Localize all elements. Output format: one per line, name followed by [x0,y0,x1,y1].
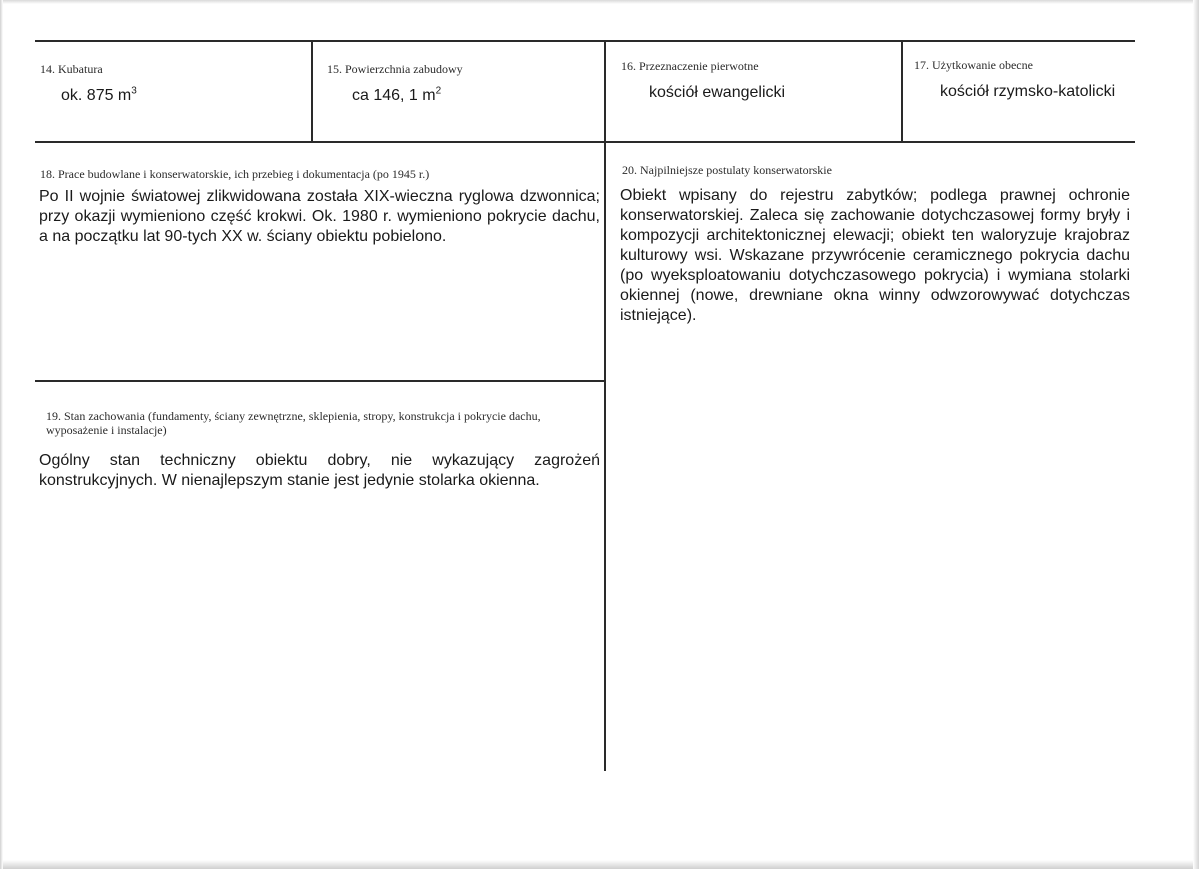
field-15-label: 15. Powierzchnia zabudowy [327,62,463,76]
field-15-value [352,86,441,106]
field-20-text: Obiekt wpisany do rejestru zabytków; podlega prawnej ochronie konserwatorskiej. Zaleca się zachowanie dotychczasowej formy bryły i kompozycji architektonicznej elewacji; obiekt ten waloryzuje krajobraz kulturowy wsi. Wskazane przywrócenie ceramicznego pokrycia dachu (po wyeksploatowaniu dotychczasowego pokrycia) i wymiana stolarki okiennej (nowe, drewniane okna winny odwzorowywać dotychczas istniejące). [620,187,1130,324]
grid-line-vertical-14-15 [311,40,313,142]
field-14-unit-exponent: 3 [131,85,137,97]
field-14-value-text: ok. 875 m [61,87,132,104]
field-18-text: Po II wojnie światowej zlikwidowana została XIX-wieczna ryglowa dzwonnica; przy okazji wymieniono część krokwi. Ok. 1980 r. wymieniono pokrycie dachu, a na początku lat 90-tych XX w. ściany obiektu pobielono. [39,188,600,245]
scan-edge-top [0,0,1199,4]
field-16-value: kościół ewangelicki [649,84,786,101]
field-17-label: 17. Użytkowanie obecne [914,58,1033,72]
field-16-label: 16. Przeznaczenie pierwotne [621,59,759,73]
grid-line-vertical-16-17 [901,40,903,142]
field-19-text: Ogólny stan techniczny obiektu dobry, nie wykazujący zagrożeń konstrukcyjnych. W nienajlepszym stanie jest jedynie stolarka okienna. [39,452,600,489]
scan-edge-right [1193,0,1199,869]
grid-line-section-18-bottom [35,380,606,382]
field-19-label: 19. Stan zachowania (fundamenty, ściany zewnętrzne, sklepienia, stropy, konstrukcja i pokrycie dachu, wyposażenie i instalacje) [46,409,541,437]
scan-edge-bottom [0,860,1199,869]
field-15-value-text: ca 146, 1 m [352,87,436,104]
field-18-label: 18. Prace budowlane i konserwatorskie, ich przebieg i dokumentacja (po 1945 r.) [40,167,430,181]
field-15-unit-exponent: 2 [435,85,442,97]
field-14-value [61,86,137,106]
scan-edge-left [0,0,3,869]
grid-line-top [35,40,1135,42]
field-20-label: 20. Najpilniejsze postulaty konserwatorskie [622,163,832,177]
field-17-value: kościół rzymsko-katolicki [940,83,1116,100]
grid-line-upper-row-bottom [35,141,1135,143]
grid-line-vertical-center [604,40,606,771]
field-14-label: 14. Kubatura [40,62,103,76]
